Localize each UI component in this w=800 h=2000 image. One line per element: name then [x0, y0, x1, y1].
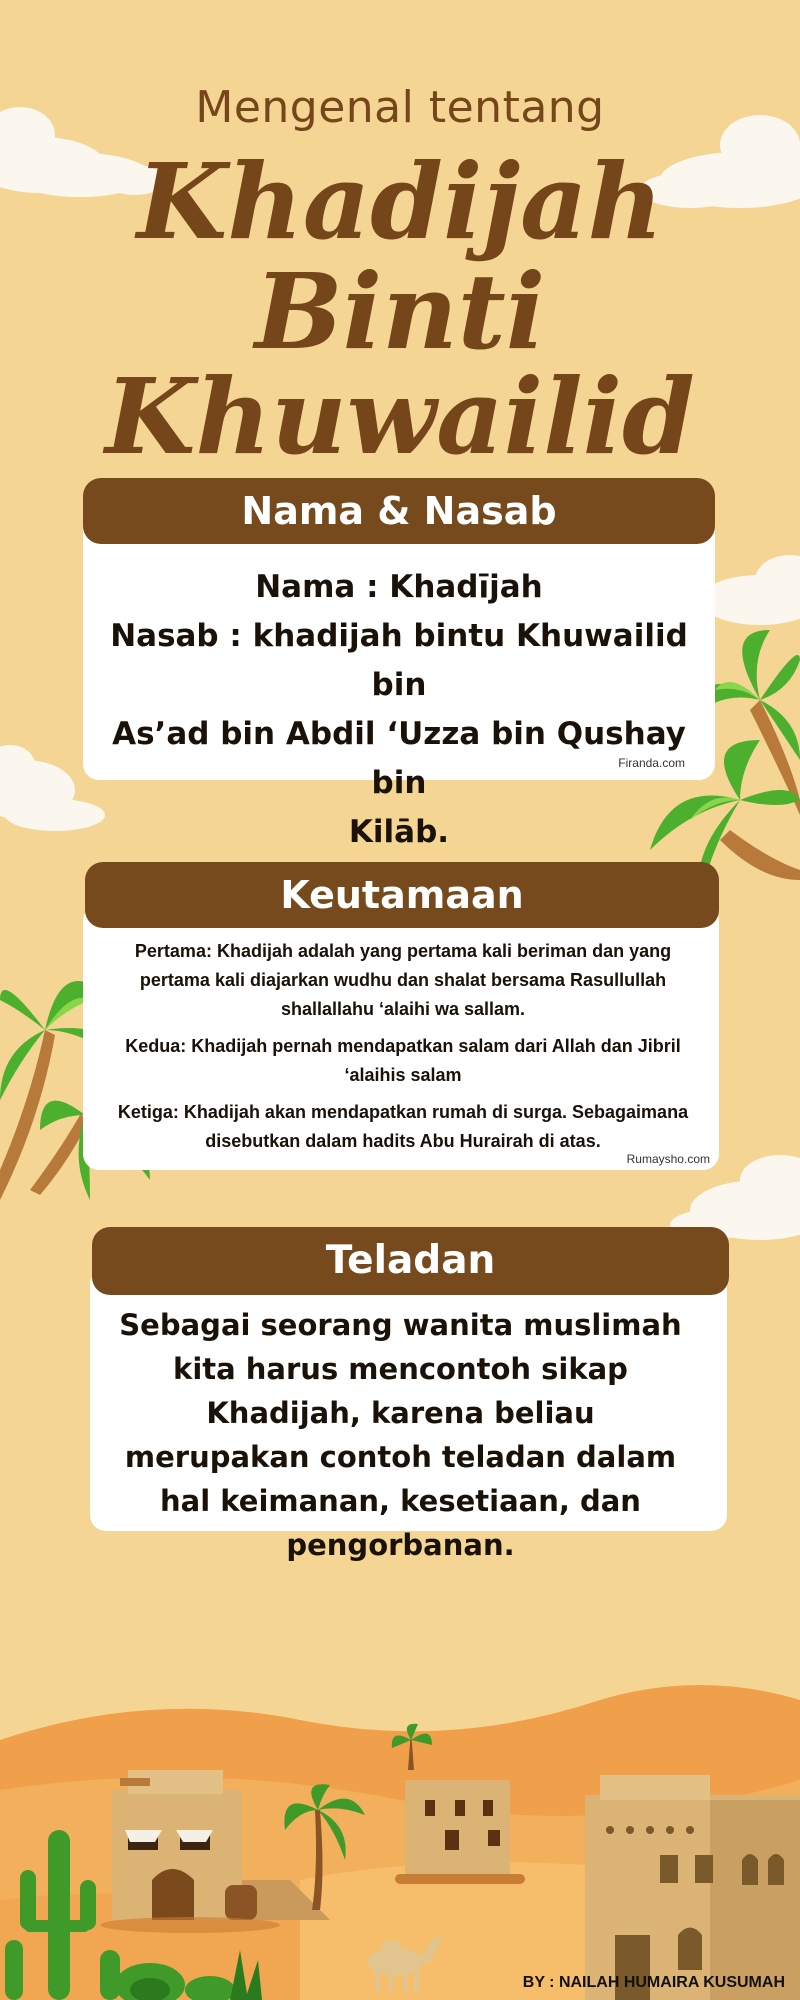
- nama-nasab-source: Firanda.com: [618, 756, 685, 770]
- nama-nasab-heading: Nama & Nasab: [83, 478, 715, 544]
- title-line-2: Binti: [254, 250, 546, 373]
- house-icon: [585, 1775, 800, 2000]
- nasab-line-2: As’ad bin Abdil ‘Uzza bin Qushay bin: [112, 716, 686, 801]
- keutamaan-point-3: Ketiga: Khadijah akan mendapatkan rumah di surga. Sebagaimana disebutkan dalam hadits Abu Hurairah di atas.: [117, 1102, 689, 1151]
- nama-nasab-body: [83, 563, 715, 857]
- teladan-body: Sebagai seorang wanita muslimah kita harus mencontoh sikap Khadijah, karena beliau merupakan contoh teladan dalam hal keimanan, kesetiaan, dan pengorbanan.: [119, 1308, 682, 1562]
- nasab-line-1: Nasab : khadijah bintu Khuwailid bin: [110, 618, 688, 703]
- nasab-line-3: Kilāb.: [348, 814, 450, 850]
- keutamaan-point-2: Kedua: Khadijah pernah mendapatkan salam dari Allah dan Jibril ‘alaihis salam: [125, 1036, 681, 1085]
- cloud-icon: [700, 555, 800, 625]
- keutamaan-body: [103, 937, 703, 1156]
- title-line-3: Khuwailid: [105, 355, 695, 478]
- keutamaan-source: Rumaysho.com: [626, 1152, 710, 1166]
- title-subtitle: Mengenal tentang: [195, 82, 605, 133]
- teladan-heading: Teladan: [92, 1227, 729, 1295]
- house-icon: [395, 1780, 525, 1884]
- keutamaan-point-1: Pertama: Khadijah adalah yang pertama kali beriman dan yang pertama kali diajarkan wudhu dan shalat bersama Rasullullah shallallahu ‘alaihi wa sallam.: [134, 941, 672, 1019]
- nama-line: Nama : Khadījah: [255, 569, 543, 605]
- author-credit: BY : NAILAH HUMAIRA KUSUMAH: [522, 1974, 785, 1991]
- keutamaan-heading: Keutamaan: [85, 862, 719, 928]
- title-line-1: Khadijah: [136, 140, 664, 263]
